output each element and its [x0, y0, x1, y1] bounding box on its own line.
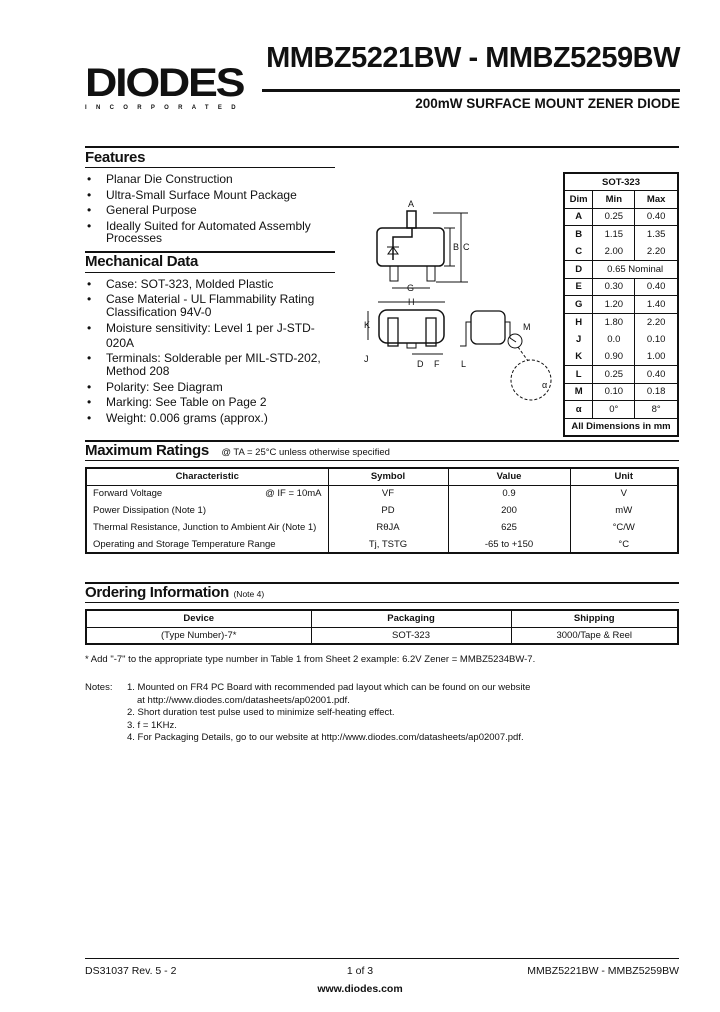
website-link[interactable]: www.diodes.com — [317, 983, 403, 995]
characteristic-cell — [86, 502, 328, 519]
dim-label: G — [564, 296, 593, 314]
dim-min: 0° — [593, 401, 635, 419]
max-ratings-condition: @ TA = 25°C unless otherwise specified — [221, 447, 390, 458]
list-item: • Case: SOT-323, Molded Plastic — [85, 277, 335, 293]
notes-label: Notes: — [85, 682, 113, 693]
dim-label: L — [564, 366, 593, 384]
dim-label: E — [564, 278, 593, 296]
table-title: SOT-323 — [564, 173, 678, 191]
table-row — [86, 519, 678, 536]
mechanical-list — [85, 277, 335, 426]
value-cell: -65 to +150 — [448, 536, 570, 553]
features-heading: Features — [85, 149, 146, 166]
dim-min: 2.00 — [593, 243, 635, 261]
ordering-heading: Ordering Information — [85, 584, 230, 601]
characteristic: Power Dissipation (Note 1) — [93, 505, 206, 516]
dim-label: α — [542, 380, 548, 390]
column-header: Value — [448, 468, 570, 485]
value-cell: 625 — [448, 519, 570, 536]
table-row — [564, 296, 678, 314]
divider — [85, 167, 335, 168]
condition: @ IF = 10mA — [265, 488, 322, 500]
column-header: Min — [593, 191, 635, 209]
note: 3. f = 1KHz. — [127, 719, 177, 731]
mechanical-heading: Mechanical Data — [85, 253, 199, 270]
dim-min: 1.15 — [593, 226, 635, 244]
table-row — [564, 208, 678, 226]
ordering-note: (Note 4) — [233, 589, 265, 599]
dim-min: 1.80 — [593, 313, 635, 331]
note: at http://www.diodes.com/datasheets/ap02001.pdf. — [137, 694, 350, 706]
table-row — [564, 401, 678, 419]
unit-cell: V — [570, 485, 678, 502]
divider — [85, 146, 679, 148]
unit-cell: mW — [570, 502, 678, 519]
dim-label: M — [523, 322, 531, 332]
column-header: Symbol — [328, 468, 448, 485]
table-row — [86, 536, 678, 553]
divider — [85, 272, 335, 273]
characteristic: Operating and Storage Temperature Range — [93, 538, 276, 550]
dim-label: K — [575, 351, 583, 362]
note: 1. Mounted on FR4 PC Board with recommended pad layout which can be found on our website — [127, 682, 531, 693]
list-item: • Polarity: See Diagram — [85, 380, 335, 396]
dim-label: C — [575, 246, 583, 257]
characteristic-cell — [86, 536, 328, 553]
doc-number: DS31037 Rev. 5 - 2 — [85, 965, 177, 977]
value-cell: 0.9 — [448, 485, 570, 502]
dim-max: 0.40 — [635, 278, 678, 296]
dimensions-table — [563, 172, 679, 437]
table-row — [564, 226, 678, 244]
dim-min: 0.25 — [593, 366, 635, 384]
table-row — [564, 261, 678, 279]
dim-min: 0.90 — [593, 348, 635, 366]
characteristic-cell — [86, 485, 328, 502]
dim-max: 0.18 — [635, 383, 678, 401]
dim-min: 0.30 — [593, 278, 635, 296]
page-title: MMBZ5221BW - MMBZ5259BW — [266, 42, 680, 74]
dim-min: 0.0 — [593, 331, 635, 349]
dim-min: 0.25 — [593, 208, 635, 226]
divider — [262, 89, 680, 92]
list-item: • Ideally Suited for Automated Assembly Processes — [85, 219, 335, 245]
dim-label: F — [434, 359, 440, 369]
list-item: • Ultra-Small Surface Mount Package — [85, 188, 335, 204]
dim-max: 8° — [635, 401, 678, 419]
package-diagram — [340, 180, 555, 410]
list-item: • Moisture sensitivity: Level 1 per J-STD-020A — [85, 321, 335, 352]
characteristic: Forward Voltage — [93, 488, 163, 500]
dim-label: α — [564, 401, 593, 419]
table-row — [86, 502, 678, 519]
dim-label: D — [417, 359, 424, 369]
symbol-cell: RθJA — [328, 519, 448, 536]
table-row — [86, 485, 678, 502]
column-header: Device — [86, 610, 311, 627]
dim-max: 1.35 — [635, 226, 678, 244]
unit-cell: °C/W — [570, 519, 678, 536]
dim-max: 1.40 — [635, 296, 678, 314]
ordering-footnote: * Add "-7" to the appropriate type number in Table 1 from Sheet 2 example: 6.2V Zener = MMBZ5234BW-7. — [85, 654, 536, 665]
list-item: • Case Material - UL Flammability Rating Classification 94V-0 — [85, 293, 335, 319]
table-row — [564, 383, 678, 401]
characteristic: Thermal Resistance, Junction to Ambient Air (Note 1) — [93, 522, 317, 533]
column-header: Max — [635, 191, 678, 209]
features-list — [85, 172, 335, 245]
table-cell: (Type Number)-7* — [86, 627, 311, 644]
column-header: Characteristic — [86, 468, 328, 485]
table-footer: All Dimensions in mm — [564, 418, 678, 436]
dim-label: K — [364, 320, 371, 330]
divider — [85, 460, 679, 461]
dim-label: H — [408, 297, 415, 307]
dim-value: 0.65 Nominal — [593, 261, 678, 279]
table-row — [564, 331, 678, 349]
part-number: MMBZ5221BW - MMBZ5259BW — [527, 965, 679, 977]
column-header: Dim — [564, 191, 593, 209]
dim-label: A — [408, 199, 415, 209]
table-row — [564, 348, 678, 366]
logo-subtext: INCORPORATED — [85, 105, 245, 111]
dim-max: 0.10 — [635, 331, 678, 349]
table-row — [564, 243, 678, 261]
characteristic-cell — [86, 519, 328, 536]
ordering-table — [85, 609, 679, 645]
dim-label: G — [407, 283, 415, 293]
diodes-logo — [85, 61, 250, 114]
dim-max: 0.40 — [635, 366, 678, 384]
note: 2. Short duration test pulse used to minimize self-heating effect. — [127, 707, 395, 718]
table-row — [564, 366, 678, 384]
divider — [85, 958, 679, 959]
column-header: Unit — [570, 468, 678, 485]
max-ratings-title — [85, 442, 390, 460]
dim-label: D — [564, 261, 593, 279]
notes-list — [127, 682, 530, 745]
list-item: • Planar Die Construction — [85, 172, 335, 188]
dim-max: 2.20 — [635, 243, 678, 261]
symbol-cell: PD — [328, 502, 448, 519]
table-cell: 3000/Tape & Reel — [511, 627, 678, 644]
logo-text: DIODES — [85, 61, 244, 105]
table-cell: SOT-323 — [311, 627, 511, 644]
list-item: • Weight: 0.006 grams (approx.) — [85, 411, 335, 427]
dim-label: B — [453, 242, 460, 252]
list-item: • General Purpose — [85, 203, 335, 219]
dim-label: A — [564, 208, 593, 226]
table-row — [564, 313, 678, 331]
dim-label: H — [564, 313, 593, 331]
column-header: Shipping — [511, 610, 678, 627]
symbol-cell: VF — [328, 485, 448, 502]
dim-max: 2.20 — [635, 313, 678, 331]
dim-label: L — [461, 359, 467, 369]
divider — [85, 602, 679, 603]
dim-label: C — [463, 242, 470, 252]
list-item: • Marking: See Table on Page 2 — [85, 395, 335, 411]
dim-label: J — [364, 354, 369, 364]
unit-cell: °C — [570, 536, 678, 553]
dim-max: 0.40 — [635, 208, 678, 226]
max-ratings-table — [85, 467, 679, 554]
ordering-title — [85, 584, 264, 602]
column-header: Packaging — [311, 610, 511, 627]
list-item: • Terminals: Solderable per MIL-STD-202, Method 208 — [85, 352, 335, 378]
dim-min: 1.20 — [593, 296, 635, 314]
dim-max: 1.00 — [635, 348, 678, 366]
dim-label: B — [564, 226, 593, 244]
max-ratings-heading: Maximum Ratings — [85, 442, 209, 459]
note: 4. For Packaging Details, go to our website at http://www.diodes.com/datasheets/ap02007.pdf. — [127, 732, 524, 743]
page-number: 1 of 3 — [346, 965, 374, 977]
page-subtitle: 200mW SURFACE MOUNT ZENER DIODE — [415, 96, 680, 111]
dim-min: 0.10 — [593, 383, 635, 401]
table-row — [564, 278, 678, 296]
dim-label: J — [576, 333, 582, 345]
value-cell: 200 — [448, 502, 570, 519]
symbol-cell: Tj, TSTG — [328, 536, 448, 553]
dim-label: M — [564, 383, 593, 401]
